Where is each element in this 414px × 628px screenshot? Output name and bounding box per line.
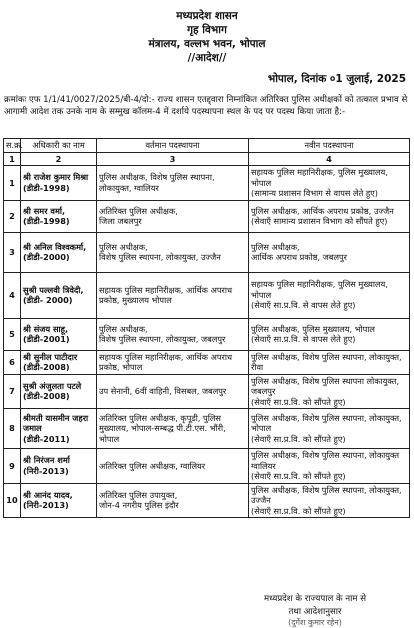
header-address: मंत्रालय, वल्लभ भवन, भोपाल <box>148 38 266 50</box>
table-row <box>4 449 410 484</box>
table-body <box>4 166 410 518</box>
current-posting: पुलिस अधीक्षक, विशेष पुलिस स्थापना, लोकायुक्त, उज्जैन <box>97 232 249 272</box>
current-posting: अतिरिक्त पुलिस अधीक्षक, ग्वालियर <box>97 449 249 484</box>
new-posting: सहायक पुलिस महानिरीक्षक, पुलिस मुख्यालय, भोपाल (सेवाएँ सा.प्र.वि. से वापस लेते हुए) <box>249 272 410 318</box>
new-posting: पुलिस अधीक्षक, विशेष पुलिस स्थापना, लोकायुक्त, भोपाल (सेवाएँ सा.प्र.वि. को सौंपते हुए) <box>249 409 410 449</box>
order-text: क्रमांकः एफ 1/1/41/0027/2025/बी-4/दो:- राज्य शासन एतद्द्वारा निम्नांकित अतिरिक्त पुलिस अधीक्षकों को तत्काल प्रभाव से आगामी आदेश तक उनके नाम के सम्मुख कॉलम-4 में दर्शाये पदस्थापना स्थल के पद पर पदस्थ किया जाता है:- <box>4 95 408 117</box>
officer-name-text: श्री संजय साहू, (डीडी-2001) <box>23 323 70 344</box>
officer-name <box>21 449 97 484</box>
current-posting: उप सेनानी, 6वीं वाहिनी, विसबल, जबलपुर <box>97 374 249 409</box>
header-sno: स.क्र. <box>4 139 21 153</box>
current-posting: अतिरिक्त पुलिस अधीक्षक, जिला जबलपुर <box>97 200 249 232</box>
row-serial-number: 9 <box>4 449 21 484</box>
table-row <box>4 318 410 350</box>
officer-name <box>21 200 97 232</box>
officer-name <box>21 374 97 409</box>
header-new-posting: नवीन पदस्थापना <box>249 139 410 153</box>
current-posting: अतिरिक्त पुलिस अधीक्षक, कृपूडी, पुलिस मुख्यालय, भोपाल-सम्बद्ध पी.टी.एस. भौंरी, भोपाल <box>97 409 249 449</box>
table-row <box>4 200 410 232</box>
table-row <box>4 374 410 409</box>
new-posting: पुलिस अधीक्षक, पुलिस मुख्यालय, भोपाल (सेवाएँ सा.प्र.वि. से वापस लेते हुए) <box>249 318 410 350</box>
new-posting: सहायक पुलिस महानिरीक्षक, पुलिस मुख्यालय, भोपाल (सामान्य प्रशासन विभाग से वापस लेते हुए) <box>249 166 410 201</box>
column-number: 3 <box>97 152 249 166</box>
officer-name-text: श्री समर वर्मा, (डीडी-1998) <box>23 205 70 226</box>
officer-name <box>21 350 97 374</box>
header-order-title: //आदेश// <box>187 52 227 64</box>
column-number: 4 <box>249 152 410 166</box>
officer-name-text: श्री सुनील पाटीदार (डीडी-2008) <box>23 351 78 372</box>
current-posting: पुलिस अधीक्षक, विशेष पुलिस स्थापना, लोकायुक्त, ग्वालियर <box>97 166 249 201</box>
row-serial-number: 5 <box>4 318 21 350</box>
table-row <box>4 409 410 449</box>
row-serial-number: 8 <box>4 409 21 449</box>
footer-governor-line: मध्यप्रदेश के राज्यपाल के नाम से <box>263 594 367 604</box>
officer-name-text: श्री अनिल विश्वकर्मा, (डीडी-2000) <box>23 241 87 262</box>
new-posting: पुलिस अधीक्षक, विशेष पुलिस स्थापना, लोकायुक्त, उज्जैन (सेवाएँ सा.प्र.वि. को सौंपते हुए) <box>249 483 410 518</box>
officer-name-text: सुश्री पल्लवी त्रिवेदी, (डीडी- 2000) <box>23 284 84 305</box>
footer-order-line: तथा आदेशानुसार <box>288 607 342 617</box>
table-header-row <box>4 139 410 153</box>
current-posting: सहायक पुलिस महानिरीक्षक, आर्थिक अपराध प्रकोष्ठ, भोपाल <box>97 350 249 374</box>
table-row <box>4 483 410 518</box>
table-column-number-row <box>4 152 410 166</box>
table-row <box>4 232 410 272</box>
row-serial-number: 3 <box>4 232 21 272</box>
officer-name-text: श्री राजेश कुमार मिश्रा (डीडी-1998) <box>23 172 89 193</box>
row-serial-number: 1 <box>4 166 21 201</box>
table-row <box>4 272 410 318</box>
row-serial-number: 10 <box>4 483 21 518</box>
officer-name-text: श्रीमती यासमीन जहरा जमाल (डीडी-2011) <box>23 412 89 444</box>
new-posting: पुलिस अधीक्षक, आर्थिक अपराध प्रकोष्ठ, जबलपुर <box>249 232 410 272</box>
new-posting: पुलिस अधीक्षक, विशेष पुलिस स्थापना, लोकायुक्त ग्वालियर (सेवाएँ सा.प्र.वि. को सौंपते हुए) <box>249 449 410 484</box>
officer-name-text: सुश्री अंजुलता पटले (डीडी-2008) <box>23 380 82 402</box>
column-number: 2 <box>21 152 97 166</box>
current-posting: अतिरिक्त पुलिस उपायुक्त, जोन-4 नगरीय पुलिस इंदौर <box>97 483 249 518</box>
officer-name <box>21 166 97 201</box>
officer-name-text: श्री आनंद यादव, (निरी-2013) <box>23 489 73 511</box>
row-serial-number: 2 <box>4 200 21 232</box>
header-department: गृह विभाग <box>187 24 227 36</box>
header-name: अधिकारी का नाम <box>21 139 97 153</box>
officer-name <box>21 483 97 518</box>
current-posting: पुलिस अधीक्षक, विशेष पुलिस स्थापना, लोकायुक्त, जबलपुर <box>97 318 249 350</box>
posting-table <box>3 138 410 518</box>
header-current-posting: वर्तमान पदस्थापना <box>97 139 249 153</box>
current-posting: सहायक पुलिस महानिरीक्षक, आर्थिक अपराध प्रकोष्ठ, मुख्यालय भोपाल <box>97 272 249 318</box>
footer-signatory: (दुर्गेश कुमार रहेन) <box>288 618 342 627</box>
row-serial-number: 6 <box>4 350 21 374</box>
officer-name-text: श्री निरंजन शर्मा (निरी-2013) <box>23 455 70 476</box>
officer-name <box>21 272 97 318</box>
order-date: भोपाल, दिनांक ०1 जुलाई, 2025 <box>267 73 406 85</box>
table-row <box>4 350 410 374</box>
new-posting: पुलिस अधीक्षक, आर्थिक अपराध प्रकोष्ठ, उज्जैन (सेवाएँ सामान्य प्रशासन विभाग को सौंपते हुए) <box>249 200 410 232</box>
officer-name <box>21 232 97 272</box>
table-row <box>4 166 410 201</box>
header-government: मध्यप्रदेश शासन <box>176 10 238 22</box>
column-number: 1 <box>4 152 21 166</box>
new-posting: पुलिस अधीक्षक, विशेष पुलिस स्थापना लोकायुक्त, जबलपुर (सेवाएँ सा.प्र.वि. को सौंपते हुए) <box>249 374 410 409</box>
new-posting: पुलिस अधीक्षक, विशेष पुलिस स्थापना, लोकायुक्त, रीवा <box>249 350 410 374</box>
row-serial-number: 4 <box>4 272 21 318</box>
officer-name <box>21 318 97 350</box>
row-serial-number: 7 <box>4 374 21 409</box>
officer-name <box>21 409 97 449</box>
